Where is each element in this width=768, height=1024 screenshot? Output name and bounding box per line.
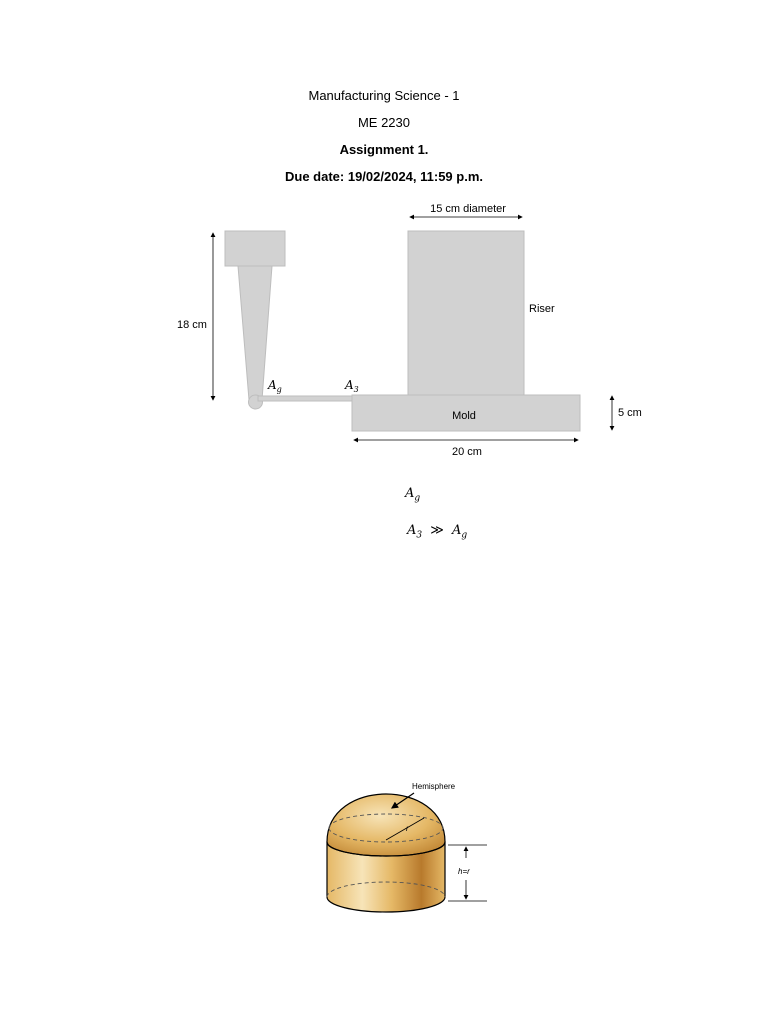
runner [258,396,354,401]
equation-area-relation: $A_3$ ≫ $A_g$ [407,523,468,541]
riser-geometry-figure [0,770,768,970]
pouring-basin [225,231,285,266]
gate-area-label: $A_g$ [268,378,282,394]
hemisphere-dome [327,794,445,856]
equation-gate-area: $A_g$ [405,486,421,504]
mold-length-label: 20 cm [452,446,482,458]
casting-diagram [0,0,768,480]
due-date: Due date: 19/02/2024, 11:59 p.m. [285,169,483,184]
riser-label: Riser [529,303,555,315]
riser-diameter-label: 15 cm diameter [430,203,506,215]
riser [408,231,524,396]
radius-label: r [406,824,409,833]
height-label: h=r [458,867,470,876]
mold-height-label: 5 cm [618,407,642,419]
sprue [238,266,272,400]
runner-area-label: $A_3$ [345,378,359,394]
sprue-height-label: 18 cm [177,319,207,331]
course-code: ME 2230 [357,115,411,130]
course-title: Manufacturing Science - 1 [308,88,460,103]
hemisphere-label: Hemisphere [412,782,456,791]
mold-label: Mold [452,410,476,422]
assignment-title: Assignment 1. [339,142,429,157]
